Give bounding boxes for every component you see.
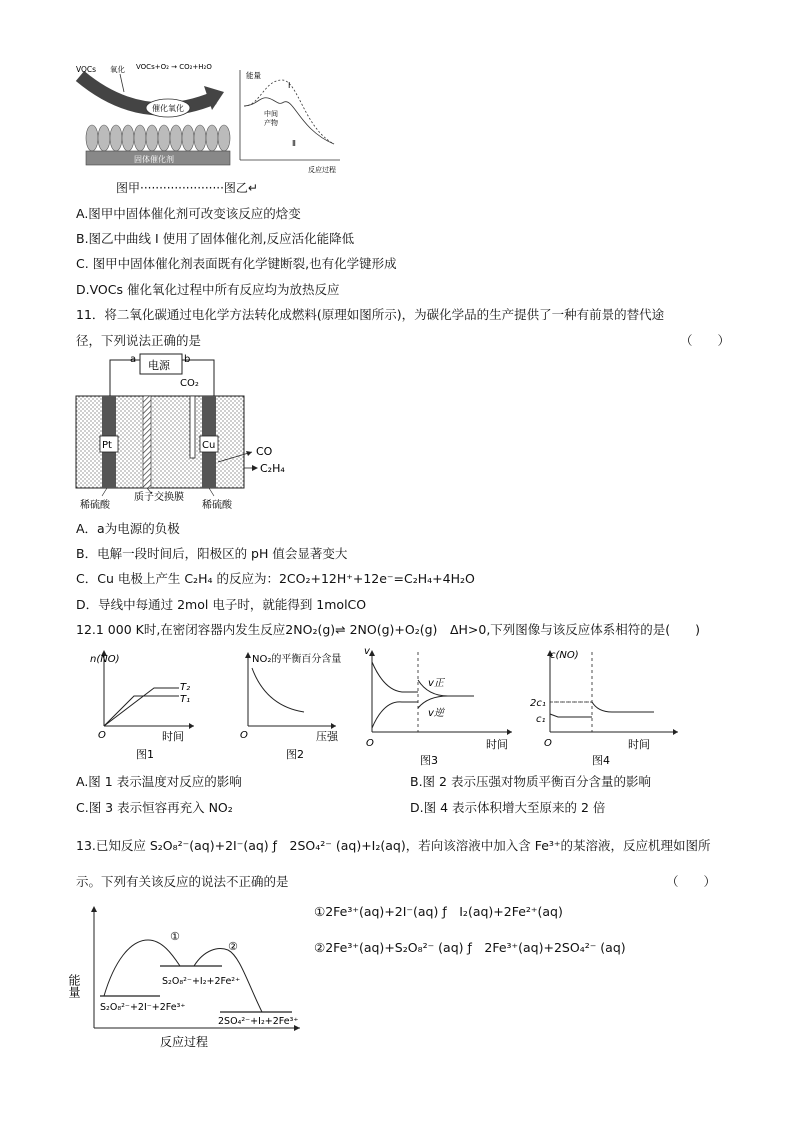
- svg-text:c₁: c₁: [536, 714, 546, 725]
- q12-option-c[interactable]: C.图 3 表示恒容再充入 NO₂: [76, 800, 233, 815]
- q10-option-a[interactable]: A.图甲中固体催化剂可改变该反应的焓变: [76, 206, 301, 221]
- q12-option-d[interactable]: D.图 4 表示体积增大至原来的 2 倍: [410, 800, 606, 815]
- q11-stem-line1: 11．将二氧化碳通过电化学方法转化成燃料(原理如图所示)，为碳化学品的生产提供了一种有前景的替代途: [76, 307, 665, 322]
- svg-text:①: ①: [170, 930, 180, 943]
- label-solid-catalyst: 固体催化剂: [134, 155, 174, 164]
- label-curve2: Ⅱ: [292, 139, 296, 148]
- figure-electrolysis: [72, 354, 302, 514]
- q12-figure-2: [232, 644, 357, 764]
- svg-text:2c₁: 2c₁: [530, 698, 546, 709]
- q13-stem-line1: 13.已知反应 S₂O₈²⁻(aq)+2I⁻(aq) ƒ 2SO₄²⁻ (aq)+I₂(aq)，若向该溶液中加入含 Fe³⁺的某溶液，反应机理如图所: [76, 838, 711, 853]
- label-co2: CO₂: [180, 378, 199, 389]
- label-co: CO: [256, 445, 273, 458]
- svg-text:②: ②: [228, 940, 238, 953]
- label-membrane: 质子交换膜: [134, 492, 184, 503]
- svg-text:O: O: [544, 738, 552, 749]
- label-c2h4: C₂H₄: [260, 462, 285, 475]
- fig2-caption: 图2: [286, 748, 304, 761]
- q13-xlabel: 反应过程: [160, 1035, 209, 1049]
- figure-caption: 图甲······················图乙↵: [116, 181, 258, 195]
- q13-stem-line2: 示。下列有关该反应的说法不正确的是: [76, 874, 289, 889]
- svg-text:v逆: v逆: [428, 708, 444, 719]
- label-catalytic: 催化氧化: [152, 104, 184, 113]
- q11-answer-paren: （ ）: [680, 333, 731, 348]
- svg-text:O: O: [98, 730, 106, 741]
- svg-text:T₁: T₁: [180, 694, 191, 705]
- q11-option-c[interactable]: C．Cu 电极上产生 C₂H₄ 的反应为：2CO₂+12H⁺+12e⁻=C₂H₄+4H₂O: [76, 571, 475, 586]
- q12-option-a[interactable]: A.图 1 表示温度对反应的影响: [76, 774, 242, 789]
- svg-text:时间: 时间: [628, 738, 650, 751]
- q11-option-b[interactable]: B．电解一段时间后，阳极区的 pH 值会显著变大: [76, 546, 348, 561]
- label-vocs: VOCs: [76, 65, 97, 74]
- label-energy: 能量: [246, 71, 261, 80]
- label-reaction: VOCs+O₂ → CO₂+H₂O: [136, 63, 212, 71]
- q13-answer-paren: （ ）: [666, 874, 717, 889]
- q10-option-d[interactable]: D.VOCs 催化氧化过程中所有反应均为放热反应: [76, 282, 340, 297]
- svg-text:中间: 中间: [264, 110, 278, 118]
- q11-option-a[interactable]: A．a为电源的负极: [76, 521, 180, 536]
- q12-figure-4: [528, 644, 688, 770]
- svg-text:压强: 压强: [316, 730, 338, 743]
- svg-text:T₂: T₂: [180, 682, 191, 693]
- svg-text:S₂O₈²⁻+2I⁻+2Fe³⁺: S₂O₈²⁻+2I⁻+2Fe³⁺: [100, 1002, 186, 1013]
- fig4-caption: 图4: [592, 754, 610, 767]
- q13-equation-1: ①2Fe³⁺(aq)+2I⁻(aq) ƒ I₂(aq)+2Fe²⁺(aq): [314, 904, 563, 919]
- svg-text:c(NO): c(NO): [550, 650, 579, 661]
- label-xaxis: 反应过程: [308, 166, 336, 174]
- label-pt: Pt: [102, 440, 112, 451]
- fig1-caption: 图1: [136, 748, 154, 761]
- label-acid-left: 稀硫酸: [80, 500, 110, 511]
- fig1-ylabel: n(NO): [90, 654, 120, 665]
- fig2-ylabel: NO₂的平衡百分含量: [252, 654, 342, 665]
- q13-equation-2: ②2Fe³⁺(aq)+S₂O₈²⁻ (aq) ƒ 2Fe³⁺(aq)+2SO₄²⁻ (aq): [314, 940, 626, 955]
- fig3-caption: 图3: [420, 754, 438, 767]
- q11-option-d[interactable]: D．导线中每通过 2mol 电子时，就能得到 1molCO: [76, 597, 367, 612]
- svg-text:产物: 产物: [264, 119, 278, 127]
- q10-option-b[interactable]: B.图乙中曲线 I 使用了固体催化剂,反应活化能降低: [76, 231, 355, 246]
- label-a: a: [130, 354, 137, 365]
- svg-text:2SO₄²⁻+I₂+2Fe³⁺: 2SO₄²⁻+I₂+2Fe³⁺: [218, 1016, 299, 1027]
- label-b: b: [184, 354, 191, 365]
- q11-stem-line2: 径，下列说法正确的是: [76, 333, 202, 348]
- label-acid-right: 稀硫酸: [202, 500, 232, 511]
- svg-text:时间: 时间: [162, 730, 184, 743]
- figure-catalyst: [72, 58, 362, 198]
- svg-text:O: O: [366, 738, 374, 749]
- label-cu: Cu: [202, 440, 216, 451]
- svg-text:O: O: [240, 730, 248, 741]
- catalyst-beads: [86, 125, 230, 151]
- svg-text:时间: 时间: [486, 738, 508, 751]
- q12-figure-1: [84, 644, 204, 764]
- q10-option-c[interactable]: C. 图甲中固体催化剂表面既有化学键断裂,也有化学键形成: [76, 256, 397, 271]
- q13-ylabel: 能量: [67, 974, 81, 998]
- q12-stem: 12.1 000 K时,在密闭容器内发生反应2NO₂(g)⇌ 2NO(g)+O₂(g) ΔH>0,下列图像与该反应体系相符的是( ): [76, 622, 701, 637]
- q12-option-b[interactable]: B.图 2 表示压强对物质平衡百分含量的影响: [410, 774, 651, 789]
- svg-text:v正: v正: [428, 678, 444, 689]
- q12-figure-3: [362, 644, 522, 770]
- label-curve1: Ⅰ: [288, 81, 291, 90]
- svg-text:v: v: [364, 646, 370, 657]
- svg-text:S₂O₈²⁻+I₂+2Fe²⁺: S₂O₈²⁻+I₂+2Fe²⁺: [162, 976, 241, 987]
- label-oxidation: 氧化: [110, 65, 125, 74]
- q13-energy-figure: [67, 900, 312, 1052]
- label-power: 电源: [148, 359, 170, 372]
